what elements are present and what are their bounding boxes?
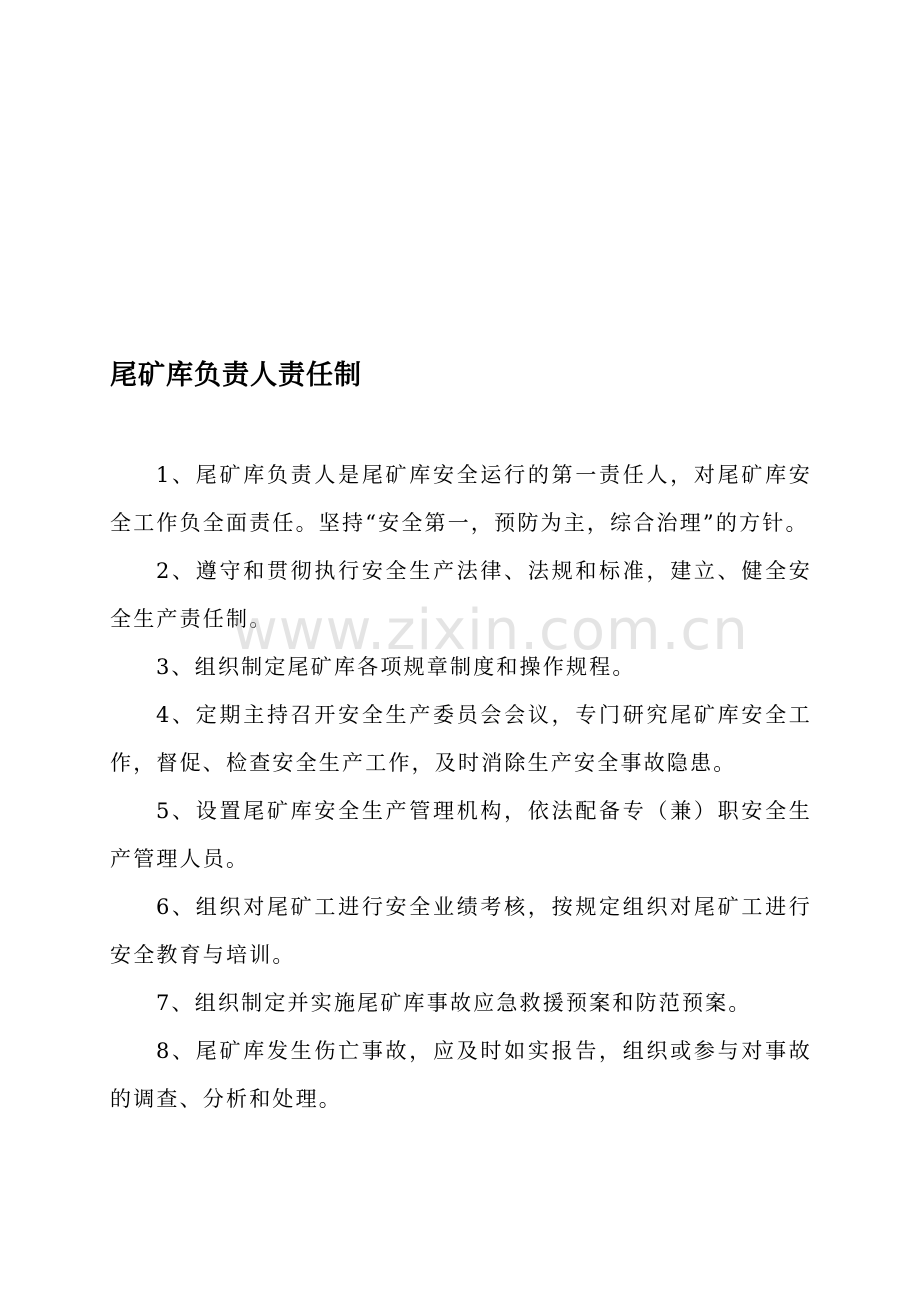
paragraph-7: 7、组织制定并实施尾矿库事故应急救援预案和防范预案。 bbox=[156, 991, 752, 1015]
paragraph-3: 3、组织制定尾矿库各项规章制度和操作规程。 bbox=[156, 655, 636, 679]
paragraph-6: 6、组织对尾矿工进行安全业绩考核，按规定组织对尾矿工进行安全教育与培训。 bbox=[110, 895, 812, 967]
paragraph-2: 2、遵守和贯彻执行安全生产法律、法规和标准，建立、健全安全生产责任制。 bbox=[110, 559, 812, 631]
paragraph-5: 5、设置尾矿库安全生产管理机构，依法配备专（兼）职安全生产管理人员。 bbox=[110, 799, 812, 871]
document-title: 尾矿库负责人责任制 bbox=[110, 360, 362, 391]
paragraph-8: 8、尾矿库发生伤亡事故，应及时如实报告，组织或参与对事故的调查、分析和处理。 bbox=[110, 1039, 812, 1111]
paragraph-1: 1、尾矿库负责人是尾矿库安全运行的第一责任人，对尾矿库安全工作负全面责任。坚持“安全第一，预防为主，综合治理”的方针。 bbox=[110, 463, 812, 535]
document-body bbox=[110, 451, 812, 1123]
paragraph-4: 4、定期主持召开安全生产委员会会议，专门研究尾矿库安全工作，督促、检查安全生产工作，及时消除生产安全事故隐患。 bbox=[110, 703, 812, 775]
watermark: www.zixin.com.cn bbox=[232, 598, 749, 663]
